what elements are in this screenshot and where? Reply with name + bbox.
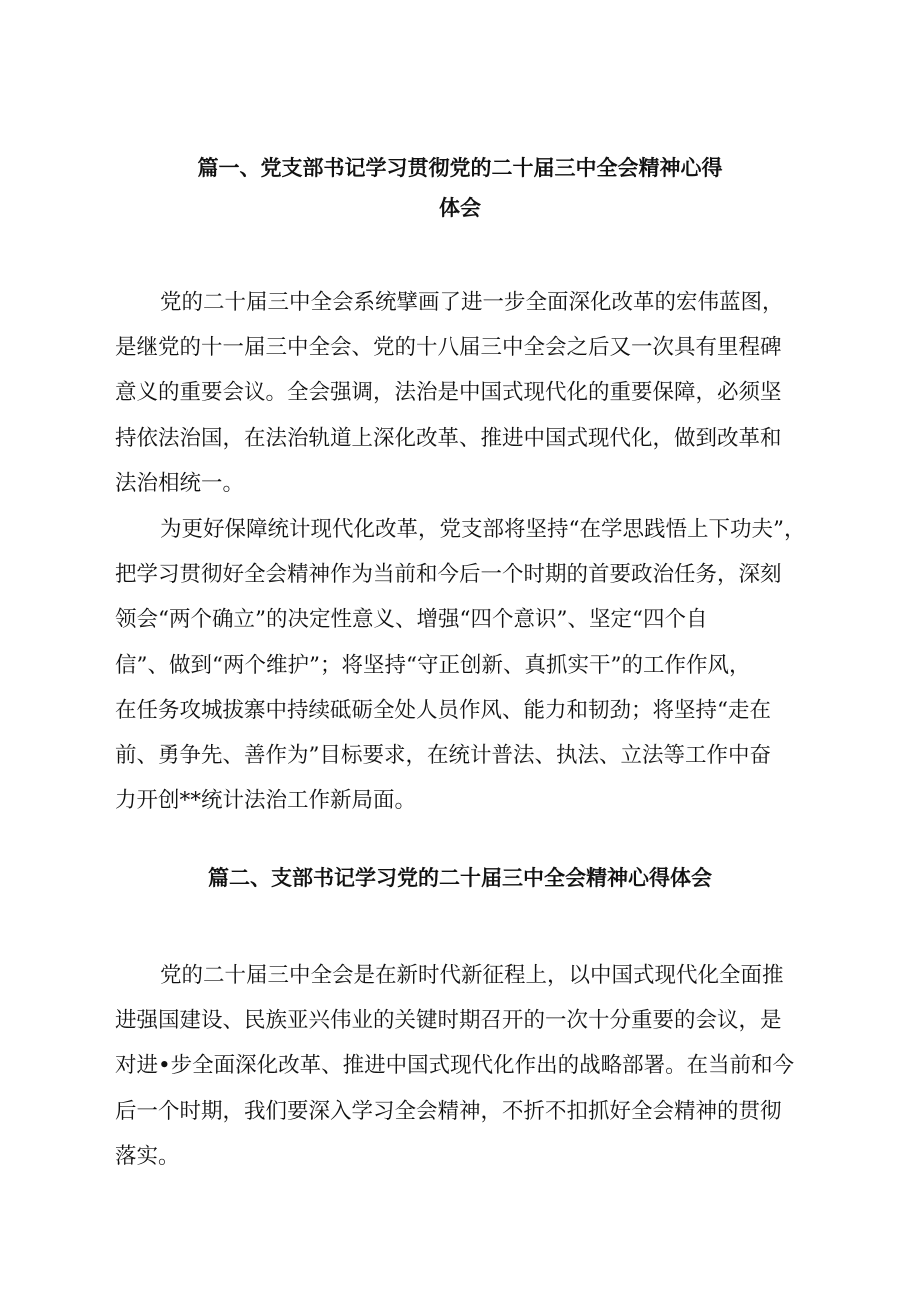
text-line: 在任务攻城拔寨中持续砥砺全处人员作风、能力和韧劲；将坚持“走在 — [115, 697, 771, 723]
text-line: 意义的重要会议。全会强调，法治是中国式现代化的重要保障，必须坚 — [115, 380, 782, 406]
title-line: 体会 — [439, 195, 481, 220]
text-line: 前、勇争先、善作为”目标要求，在统计普法、执法、立法等工作中奋 — [115, 743, 771, 769]
text-line: 把学习贯彻好全会精神作为当前和今后一个时期的首要政治任务，深刻 — [115, 562, 782, 588]
text-line: 领会“两个确立”的决定性意义、增强“四个意识”、坚定“四个自 — [115, 607, 708, 633]
section-2-paragraph-1 — [115, 953, 830, 1179]
text-line: 法治相统一。 — [115, 470, 245, 496]
section-1-paragraph-1 — [115, 280, 830, 506]
text-line: 党的二十届三中全会系统擘画了进一步全面深化改革的宏伟蓝图， — [160, 290, 784, 315]
section-1-paragraph-2 — [115, 507, 830, 823]
text-line: 是继党的十一届三中全会、党的十八届三中全会之后又一次具有里程碑 — [115, 335, 782, 361]
text-line: 持依法治国，在法治轨道上深化改革、推进中国式现代化，做到改革和 — [115, 425, 782, 451]
text-line: 进强国建设、民族亚兴伟业的关键时期召开的一次十分重要的会议，是 — [115, 1008, 782, 1034]
title-line: 篇二、支部书记学习党的二十届三中全会精神心得体会 — [208, 865, 712, 890]
text-line: 落实。 — [115, 1143, 180, 1169]
text-line: 党的二十届三中全会是在新时代新征程上，以中国式现代化全面推 — [160, 963, 784, 988]
text-line: 对进•步全面深化改革、推进中国式现代化作出的战略部署。在当前和今 — [115, 1053, 795, 1079]
section-1-title — [110, 148, 810, 228]
text-line: 为更好保障统计现代化改革，党支部将坚持“在学思践悟上下功夫”， — [160, 517, 806, 542]
text-line: 信”、做到“两个维护”；将坚持“守正创新、真抓实干”的工作作风， — [115, 652, 751, 678]
text-line: 后一个时期，我们要深入学习全会精神，不折不扣抓好全会精神的贯彻 — [115, 1098, 782, 1124]
section-2-title — [110, 858, 810, 898]
title-line: 篇一、党支部书记学习贯彻党的二十届三中全会精神心得 — [197, 155, 723, 180]
text-line: 力开创**统计法治工作新局面。 — [115, 788, 417, 814]
